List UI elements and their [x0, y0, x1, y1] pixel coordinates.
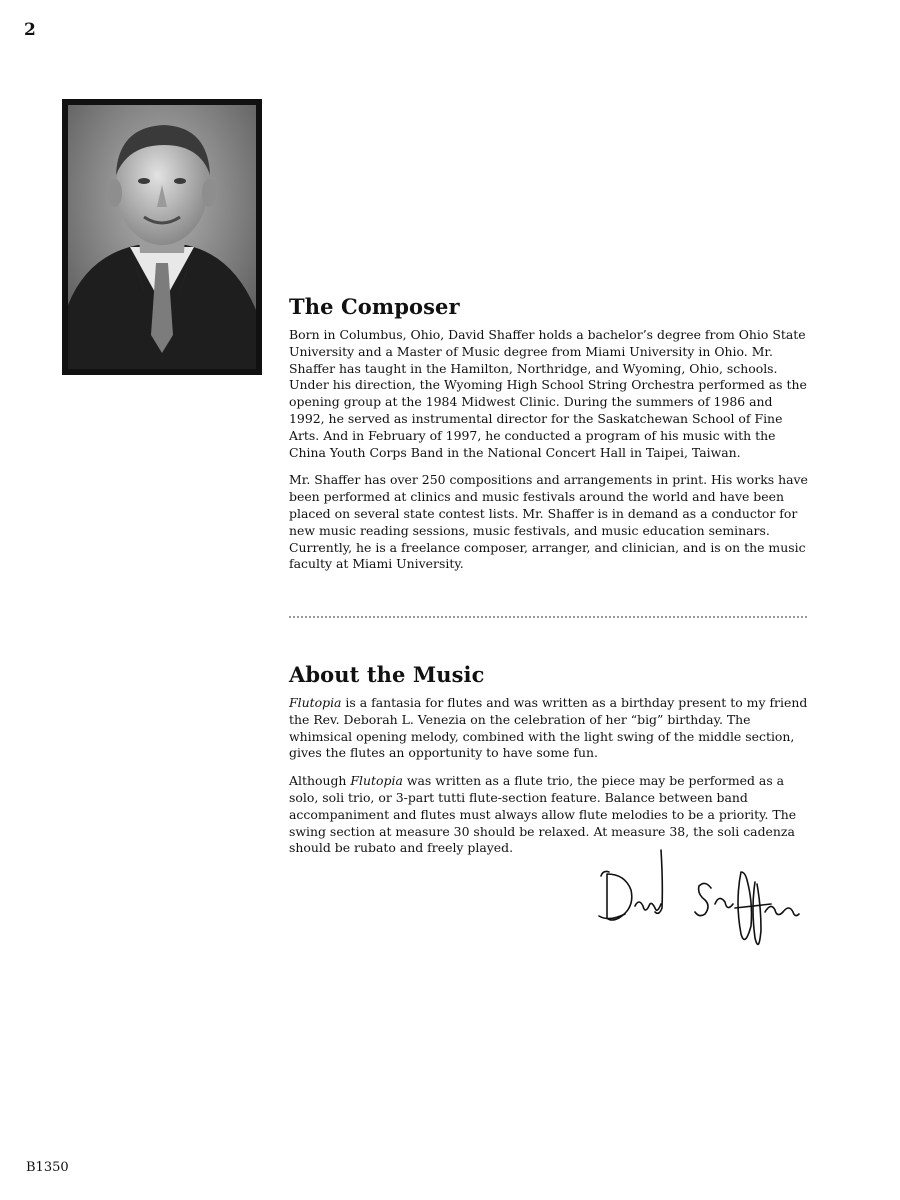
composer-signature — [595, 842, 810, 957]
composer-paragraph-2: Mr. Shaffer has over 250 compositions and arrangements in print. His works have been performed at clinics and music festivals around the world and have been placed on several state contest lists. Mr. Shaffer is in demand as a conductor for new music reading sessions, music festivals, and music education seminars. Currently, he is a freelance composer, arranger, and clinician, and is on the music faculty at Miami University. — [289, 472, 808, 572]
composer-section — [289, 294, 811, 584]
music-paragraph-2-lead: Although — [289, 773, 351, 789]
composer-photo — [62, 99, 262, 375]
music-paragraph-1 — [289, 695, 811, 762]
composer-paragraph-1: Born in Columbus, Ohio, David Shaffer holds a bachelor’s degree from Ohio State University and a Master of Music degree from Miami University in Ohio. Mr. Shaffer has taught in the Hamilton, Northridge, and Wyoming, Ohio, schools. Under his direction, the Wyoming High School String Orchestra performed as the opening group at the 1984 Midwest Clinic. During the summers of 1986 and 1992, he served as instrumental director for the Saskatchewan School of Fine Arts. And in February of 1997, he conducted a program of his music with the China Youth Corps Band in the National Concert Hall in Taipei, Taiwan. — [289, 327, 807, 460]
music-section — [289, 662, 811, 868]
composer-portrait-image — [68, 105, 256, 369]
music-heading: About the Music — [289, 662, 485, 687]
composer-heading: The Composer — [289, 294, 460, 319]
page-number: 2 — [24, 20, 36, 40]
section-divider — [289, 616, 807, 618]
music-paragraph-1-text: is a fantasia for flutes and was written as a birthday present to my friend the Rev. Deborah L. Venezia on the celebration of her “big” birthday. The whimsical opening melody, combined with the light swing of the middle section, gives the flutes an opportunity to have some fun. — [289, 695, 808, 761]
music-paragraph-2-text: was written as a flute trio, the piece may be performed as a solo, soli trio, or 3-part tutti flute-section feature. Balance between band accompaniment and flutes must always allow flute melodies to be a priority. The swing section at measure 30 should be relaxed. At measure 38, the soli cadenza should be rubato and freely played. — [289, 773, 797, 856]
piece-title: Flutopia — [350, 773, 403, 789]
piece-title: Flutopia — [289, 695, 342, 710]
catalog-code: B1350 — [26, 1160, 69, 1175]
